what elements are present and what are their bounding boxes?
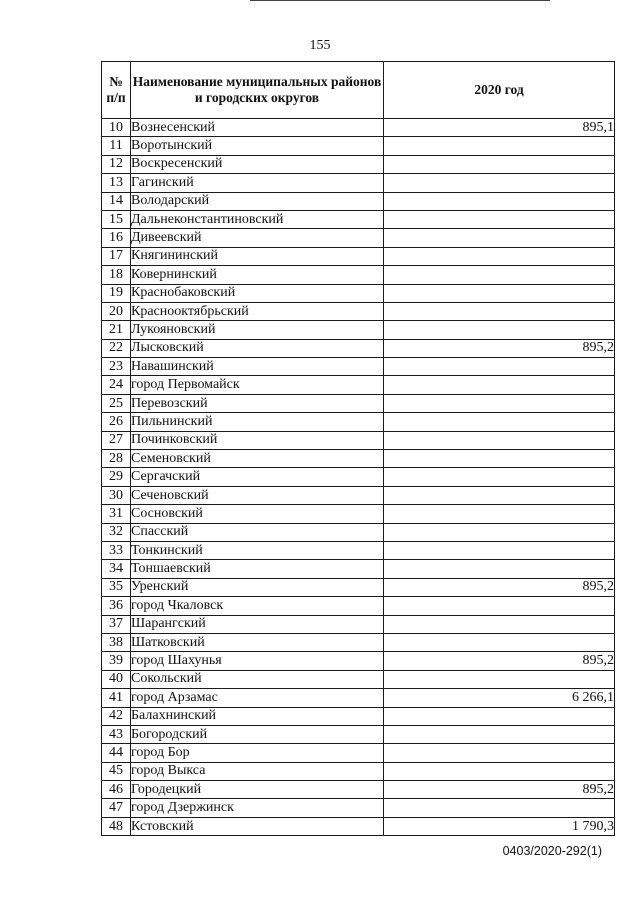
district-name: Лукояновский <box>131 321 384 339</box>
district-name: Навашинский <box>131 358 384 376</box>
district-name: Пильнинский <box>131 413 384 431</box>
value-2020 <box>384 725 615 743</box>
row-number: 17 <box>102 247 131 265</box>
district-name: Гагинский <box>131 174 384 192</box>
value-2020 <box>384 505 615 523</box>
value-2020 <box>384 468 615 486</box>
district-name: Перевозский <box>131 394 384 412</box>
value-2020 <box>384 597 615 615</box>
value-2020 <box>384 707 615 725</box>
table-row <box>102 468 615 486</box>
table-row <box>102 358 615 376</box>
row-number: 25 <box>102 394 131 412</box>
table-row <box>102 762 615 780</box>
district-name: город Арзамас <box>131 689 384 707</box>
row-number: 37 <box>102 615 131 633</box>
value-2020 <box>384 174 615 192</box>
row-number: 16 <box>102 229 131 247</box>
header-number: № п/п <box>102 62 131 119</box>
value-2020 <box>384 523 615 541</box>
district-name: Дивеевский <box>131 229 384 247</box>
value-2020 <box>384 137 615 155</box>
district-name: Володарский <box>131 192 384 210</box>
table-row <box>102 266 615 284</box>
district-name: Балахнинский <box>131 707 384 725</box>
value-2020: 895,1 <box>384 119 615 137</box>
district-name: Тоншаевский <box>131 560 384 578</box>
district-name: Воскресенский <box>131 155 384 173</box>
table-row <box>102 284 615 302</box>
table-row <box>102 339 615 357</box>
value-2020 <box>384 321 615 339</box>
value-2020 <box>384 266 615 284</box>
table-row <box>102 615 615 633</box>
district-name: Богородский <box>131 725 384 743</box>
value-2020: 1 790,3 <box>384 817 615 835</box>
value-2020 <box>384 541 615 559</box>
row-number: 31 <box>102 505 131 523</box>
value-2020 <box>384 560 615 578</box>
value-2020: 6 266,1 <box>384 689 615 707</box>
row-number: 12 <box>102 155 131 173</box>
row-number: 15 <box>102 210 131 228</box>
district-name: Краснооктябрьский <box>131 302 384 320</box>
row-number: 44 <box>102 744 131 762</box>
district-name: Починковский <box>131 431 384 449</box>
value-2020 <box>384 431 615 449</box>
table-row <box>102 523 615 541</box>
value-2020 <box>384 450 615 468</box>
table-row <box>102 707 615 725</box>
table-row <box>102 302 615 320</box>
header-name: Наименование муниципальных районов и городских округов <box>131 62 384 119</box>
value-2020: 895,2 <box>384 339 615 357</box>
value-2020 <box>384 413 615 431</box>
table-row <box>102 597 615 615</box>
value-2020 <box>384 229 615 247</box>
table-row <box>102 560 615 578</box>
row-number: 43 <box>102 725 131 743</box>
table-row <box>102 155 615 173</box>
table-row <box>102 431 615 449</box>
row-number: 22 <box>102 339 131 357</box>
table-row <box>102 670 615 688</box>
value-2020 <box>384 633 615 651</box>
district-name: Уренский <box>131 578 384 596</box>
table-row <box>102 119 615 137</box>
table-row <box>102 210 615 228</box>
value-2020 <box>384 358 615 376</box>
row-number: 45 <box>102 762 131 780</box>
table-row <box>102 450 615 468</box>
table-header-row <box>102 62 615 119</box>
row-number: 46 <box>102 781 131 799</box>
table-row <box>102 781 615 799</box>
table-row <box>102 247 615 265</box>
row-number: 40 <box>102 670 131 688</box>
row-number: 36 <box>102 597 131 615</box>
district-name: Сеченовский <box>131 486 384 504</box>
district-name: Сокольский <box>131 670 384 688</box>
row-number: 41 <box>102 689 131 707</box>
value-2020 <box>384 302 615 320</box>
district-name: Лысковский <box>131 339 384 357</box>
district-name: Сергачский <box>131 468 384 486</box>
row-number: 14 <box>102 192 131 210</box>
table-row <box>102 633 615 651</box>
district-name: Шатковский <box>131 633 384 651</box>
value-2020: 895,2 <box>384 578 615 596</box>
table-row <box>102 652 615 670</box>
row-number: 34 <box>102 560 131 578</box>
value-2020 <box>384 744 615 762</box>
district-name: Спасский <box>131 523 384 541</box>
value-2020 <box>384 155 615 173</box>
row-number: 42 <box>102 707 131 725</box>
value-2020 <box>384 394 615 412</box>
district-name: Вознесенский <box>131 119 384 137</box>
row-number: 26 <box>102 413 131 431</box>
district-name: Тонкинский <box>131 541 384 559</box>
value-2020 <box>384 210 615 228</box>
row-number: 18 <box>102 266 131 284</box>
value-2020 <box>384 192 615 210</box>
value-2020 <box>384 247 615 265</box>
table-row <box>102 799 615 817</box>
district-name: город Первомайск <box>131 376 384 394</box>
header-year: 2020 год <box>384 62 615 119</box>
row-number: 27 <box>102 431 131 449</box>
value-2020 <box>384 670 615 688</box>
value-2020 <box>384 376 615 394</box>
table-row <box>102 192 615 210</box>
table-row <box>102 689 615 707</box>
district-name: Кстовский <box>131 817 384 835</box>
district-name: город Дзержинск <box>131 799 384 817</box>
row-number: 32 <box>102 523 131 541</box>
district-name: город Чкаловск <box>131 597 384 615</box>
table-row <box>102 321 615 339</box>
row-number: 13 <box>102 174 131 192</box>
district-name: Городецкий <box>131 781 384 799</box>
row-number: 47 <box>102 799 131 817</box>
value-2020: 895,2 <box>384 781 615 799</box>
row-number: 19 <box>102 284 131 302</box>
row-number: 38 <box>102 633 131 651</box>
table-row <box>102 137 615 155</box>
row-number: 24 <box>102 376 131 394</box>
row-number: 21 <box>102 321 131 339</box>
table-row <box>102 229 615 247</box>
row-number: 20 <box>102 302 131 320</box>
table-row <box>102 725 615 743</box>
table-row <box>102 541 615 559</box>
value-2020 <box>384 615 615 633</box>
district-name: Воротынский <box>131 137 384 155</box>
table-row <box>102 817 615 835</box>
document-code: 0403/2020-292(1) <box>502 844 602 858</box>
district-name: Сосновский <box>131 505 384 523</box>
row-number: 35 <box>102 578 131 596</box>
district-name: Краснобаковский <box>131 284 384 302</box>
table-body <box>102 119 615 836</box>
value-2020 <box>384 762 615 780</box>
table-row <box>102 578 615 596</box>
district-name: Дальнеконстантиновский <box>131 210 384 228</box>
table-row <box>102 744 615 762</box>
row-number: 23 <box>102 358 131 376</box>
row-number: 29 <box>102 468 131 486</box>
value-2020 <box>384 284 615 302</box>
table-row <box>102 174 615 192</box>
district-name: Ковернинский <box>131 266 384 284</box>
value-2020 <box>384 486 615 504</box>
district-name: город Бор <box>131 744 384 762</box>
page-number: 155 <box>309 38 331 53</box>
row-number: 33 <box>102 541 131 559</box>
row-number: 30 <box>102 486 131 504</box>
table-row <box>102 486 615 504</box>
row-number: 10 <box>102 119 131 137</box>
row-number: 39 <box>102 652 131 670</box>
district-name: Княгининский <box>131 247 384 265</box>
top-edge-rule <box>250 0 550 1</box>
row-number: 48 <box>102 817 131 835</box>
value-2020 <box>384 799 615 817</box>
district-name: Шарангский <box>131 615 384 633</box>
district-name: город Шахунья <box>131 652 384 670</box>
table-row <box>102 505 615 523</box>
table-row <box>102 413 615 431</box>
district-name: город Выкса <box>131 762 384 780</box>
value-2020: 895,2 <box>384 652 615 670</box>
table-row <box>102 376 615 394</box>
districts-table <box>101 61 615 836</box>
table-row <box>102 394 615 412</box>
row-number: 11 <box>102 137 131 155</box>
district-name: Семеновский <box>131 450 384 468</box>
row-number: 28 <box>102 450 131 468</box>
